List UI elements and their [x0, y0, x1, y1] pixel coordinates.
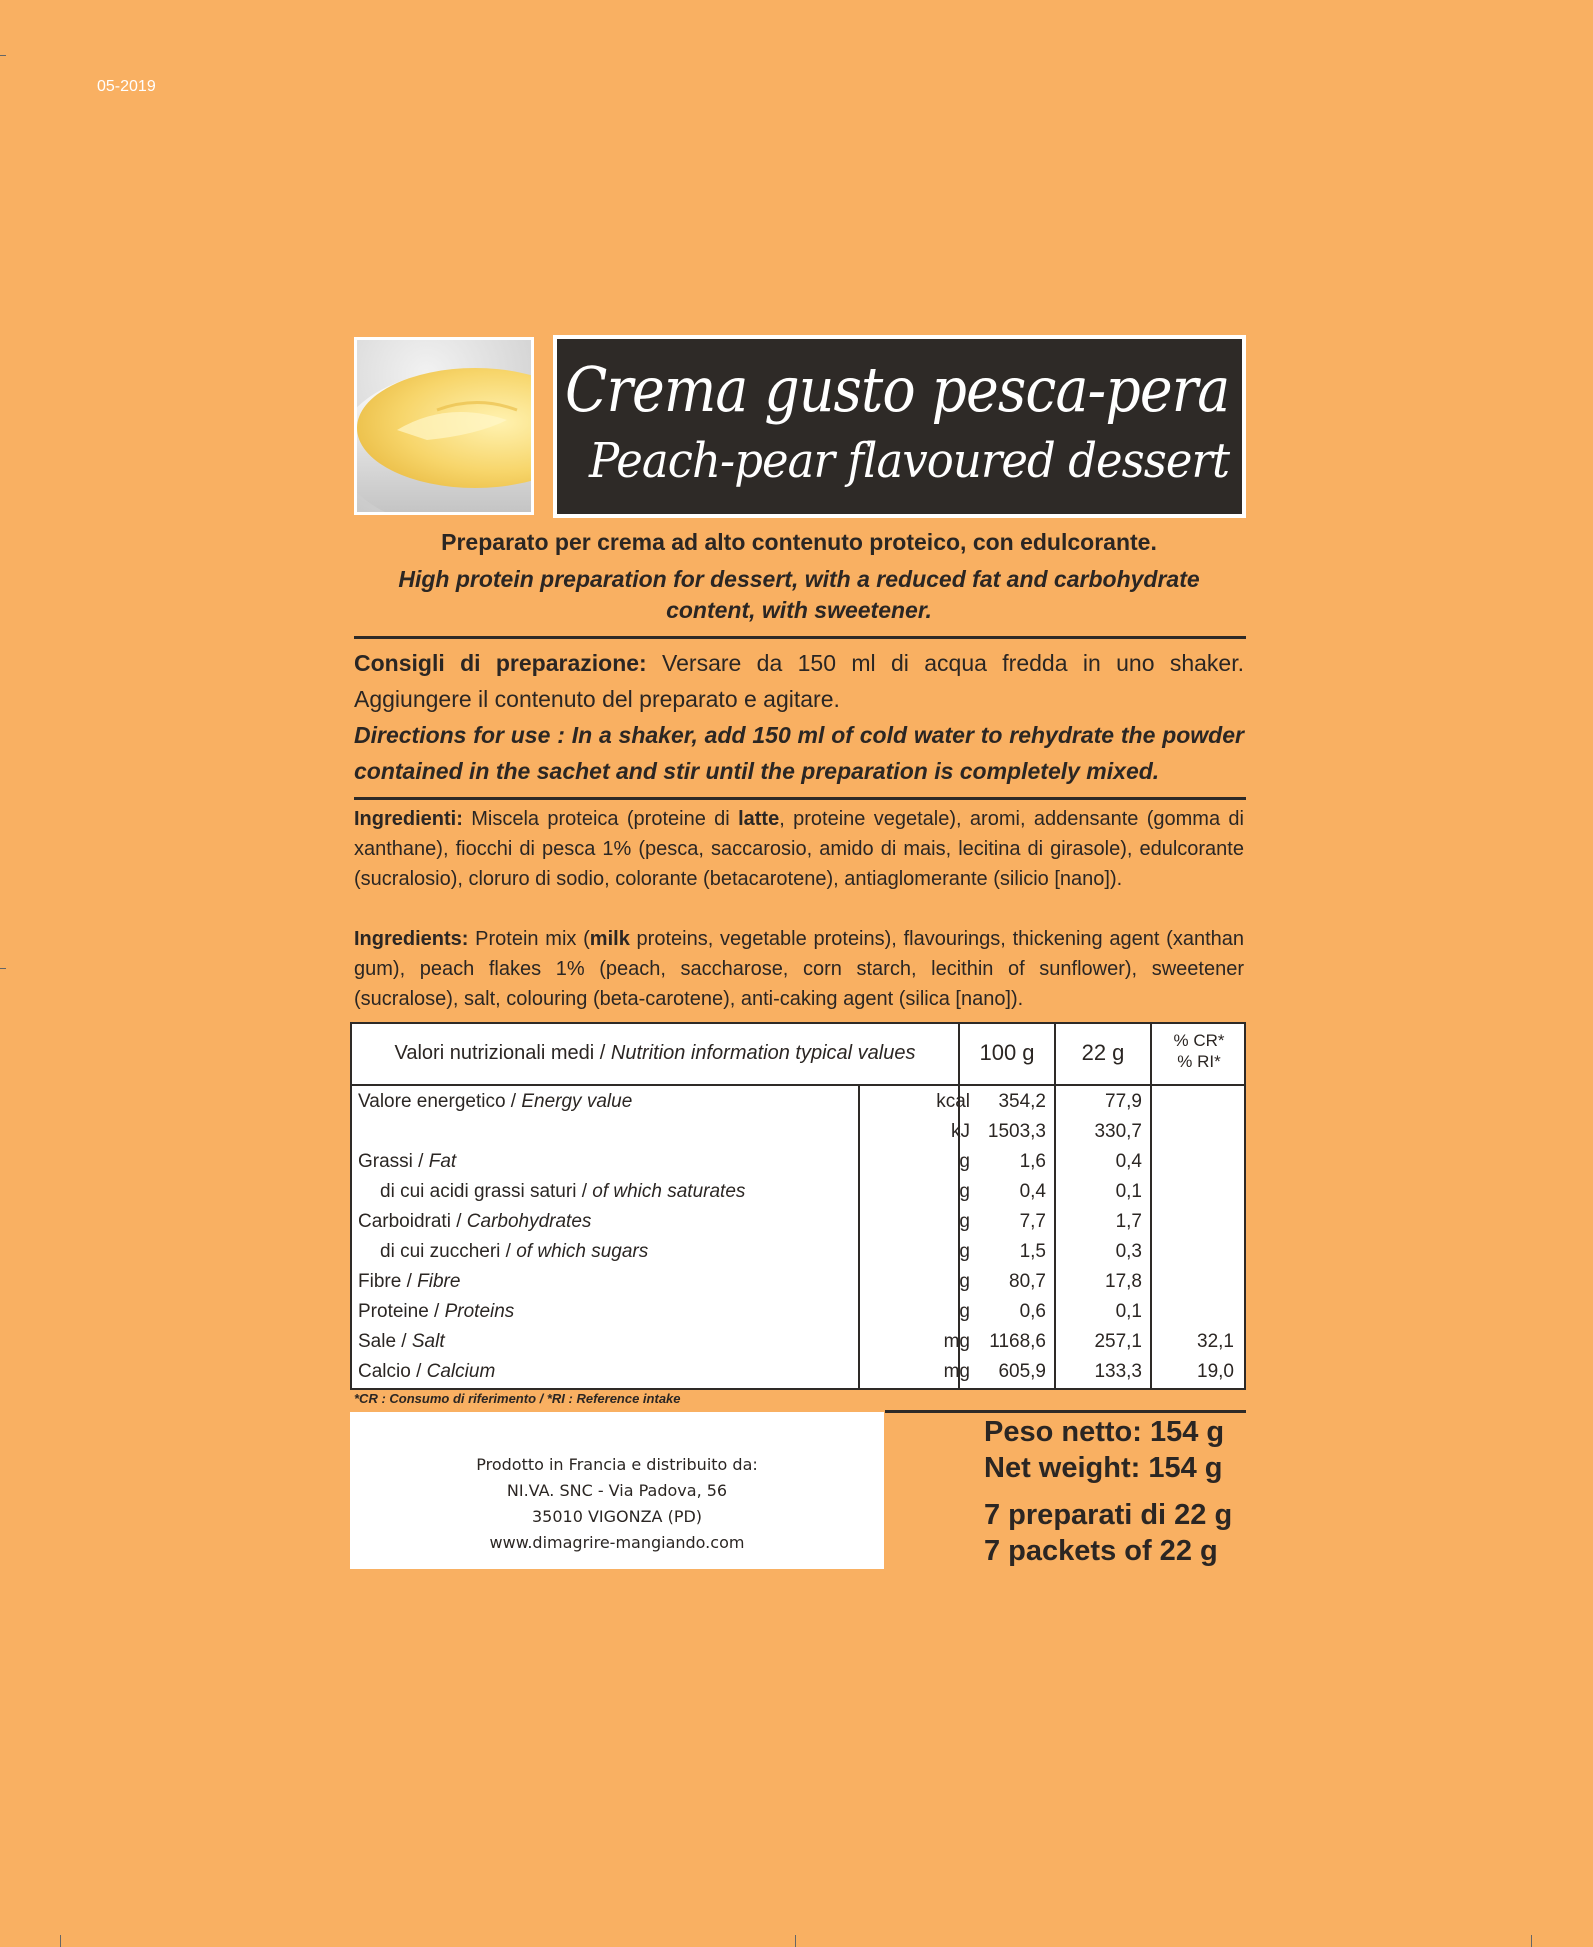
packets-it: 7 preparati di 22 g [984, 1499, 1233, 1531]
packets-en: 7 packets of 22 g [984, 1535, 1218, 1567]
row-unit: mg [943, 1331, 970, 1352]
row-value-100g: 80,7 [1009, 1271, 1046, 1292]
title-english: Peach-pear flavoured dessert [589, 433, 1230, 489]
row-value-22g: 17,8 [1105, 1271, 1142, 1292]
row-value-22g: 0,4 [1115, 1151, 1142, 1172]
producer-info [350, 1452, 884, 1556]
table-row [352, 1327, 1244, 1357]
row-label-en: Proteins [444, 1301, 515, 1322]
row-label-it: Proteine / [358, 1301, 445, 1322]
table-row [352, 1297, 1244, 1327]
allergen-it: latte [738, 808, 780, 830]
row-label-en: Fat [428, 1151, 457, 1172]
crop-mark [0, 968, 6, 969]
ingredients-label-it: Ingredienti: [354, 808, 463, 830]
ingredients-text-en-rest: proteins, vegetable proteins), flavourings, thickening agent (xanthan gum), peach flakes 1% (peach, saccharose, corn starch, lecithin of sunflower), sweetener (sucralose), salt, colouring (beta-carotene), anti-caking agent (silica [nano]). [354, 928, 1244, 1010]
row-value-100g: 1503,3 [987, 1121, 1046, 1142]
preparation-text-en: In a shaker, add 150 ml of cold water to rehydrate the powder contained in the sachet and stir until the preparation is completely mixed. [354, 722, 1244, 784]
row-value-100g: 0,4 [1019, 1181, 1046, 1202]
table-row [352, 1267, 1244, 1297]
packets-info [984, 1497, 1232, 1569]
net-weight-it: Peso netto: 154 g [984, 1416, 1225, 1448]
net-weight [984, 1414, 1224, 1486]
preparation-label-it: Consigli di preparazione: [354, 650, 647, 676]
table-row [352, 1087, 1244, 1117]
row-unit: g [959, 1211, 970, 1232]
row-value-22g: 133,3 [1094, 1361, 1142, 1382]
ingredients-english [354, 924, 1244, 1014]
row-label-en: of which saturates [592, 1181, 746, 1202]
row-value-22g: 0,1 [1115, 1301, 1142, 1322]
row-value-100g: 0,6 [1019, 1301, 1046, 1322]
title-italian: Crema gusto pesca-pera [565, 353, 1230, 426]
row-value-100g: 605,9 [998, 1361, 1046, 1382]
table-row [352, 1207, 1244, 1237]
column-cr-ri [1152, 1030, 1246, 1072]
divider [354, 797, 1246, 800]
row-unit: mg [943, 1361, 970, 1382]
row-label-en: Carbohydrates [466, 1211, 592, 1232]
row-unit: g [959, 1181, 970, 1202]
row-value-22g: 257,1 [1094, 1331, 1142, 1352]
row-value-cr: 19,0 [1197, 1361, 1234, 1382]
row-value-100g: 1,5 [1019, 1241, 1046, 1262]
crop-mark [0, 55, 6, 56]
column-22g: 22 g [1081, 1040, 1125, 1065]
row-label-it: Sale / [358, 1331, 412, 1352]
row-unit: g [959, 1241, 970, 1262]
row-unit: kcal [936, 1091, 970, 1112]
producer-address: NI.VA. SNC - Via Padova, 56 [506, 1481, 728, 1500]
cream-bowl-image [357, 340, 531, 512]
producer-line: Prodotto in Francia e distribuito da: [476, 1455, 758, 1474]
product-photo [354, 337, 534, 515]
preparation-text [354, 645, 1244, 789]
allergen-en: milk [589, 928, 630, 950]
crop-mark [795, 1935, 796, 1947]
row-value-100g: 1168,6 [989, 1331, 1046, 1352]
row-label-it: di cui zuccheri / [380, 1241, 517, 1262]
table-row [352, 1237, 1244, 1267]
nutrition-header-it: Valori nutrizionali medi / [394, 1042, 611, 1064]
nutrition-header-en: Nutrition information typical values [610, 1042, 916, 1064]
row-label-en: of which sugars [516, 1241, 649, 1262]
row-value-22g: 0,1 [1115, 1181, 1142, 1202]
nutrition-table [350, 1022, 1246, 1390]
row-value-22g: 1,7 [1115, 1211, 1142, 1232]
net-weight-en: Net weight: 154 g [984, 1452, 1223, 1484]
column-ri: % RI* [1177, 1052, 1221, 1071]
row-unit: g [959, 1301, 970, 1322]
row-value-22g: 0,3 [1115, 1241, 1142, 1262]
divider [354, 636, 1246, 639]
nutrition-footnote: *CR : Consumo di riferimento / *RI : Reference intake [354, 1391, 681, 1406]
preparation-label-en: Directions for use : [354, 722, 565, 748]
row-value-cr: 32,1 [1197, 1331, 1234, 1352]
ingredients-label-en: Ingredients: [354, 928, 469, 950]
row-unit: kJ [951, 1121, 970, 1142]
producer-website: www.dimagrire-mangiando.com [489, 1533, 745, 1552]
row-value-100g: 7,7 [1019, 1211, 1046, 1232]
ingredients-text-en: Protein mix ( [468, 928, 590, 950]
title-box [553, 335, 1246, 518]
subtitle-english: High protein preparation for dessert, with a reduced fat and carbohydrate content, with sweetener. [398, 566, 1200, 623]
row-value-100g: 1,6 [1019, 1151, 1046, 1172]
row-label-en: Energy value [521, 1091, 633, 1112]
crop-mark [1531, 1935, 1532, 1947]
nutrition-header [352, 1042, 958, 1065]
row-label-it: Valore energetico / [358, 1091, 522, 1112]
row-label-en: Fibre [417, 1271, 461, 1292]
table-row [352, 1117, 1244, 1147]
ingredients-text-it-rest: , proteine vegetale), aromi, addensante (gomma di xanthane), fiocchi di pesca 1% (pesca, saccarosio, amido di mais, lecitina di girasole), edulcorante (sucralosio), cloruro di sodio, colorante (betacarotene), antiaglomerante (silicio [nano]). [354, 808, 1245, 890]
row-value-100g: 354,2 [998, 1091, 1046, 1112]
row-label-en: Salt [411, 1331, 445, 1352]
row-unit: g [959, 1271, 970, 1292]
table-row [352, 1177, 1244, 1207]
date-code: 05-2019 [97, 78, 156, 95]
producer-box [350, 1412, 884, 1569]
row-value-22g: 77,9 [1105, 1091, 1142, 1112]
subtitle-italian: Preparato per crema ad alto contenuto proteico, con edulcorante. [441, 529, 1157, 555]
row-label-it: di cui acidi grassi saturi / [380, 1181, 593, 1202]
header-divider [352, 1084, 1244, 1086]
column-100g: 100 g [979, 1040, 1035, 1065]
row-value-22g: 330,7 [1094, 1121, 1142, 1142]
row-label-it: Calcio / [358, 1361, 427, 1382]
column-cr: % CR* [1173, 1031, 1225, 1050]
row-label-it: Grassi / [358, 1151, 429, 1172]
crop-mark [60, 1935, 61, 1947]
row-label-it: Carboidrati / [358, 1211, 467, 1232]
row-label-it: Fibre / [358, 1271, 418, 1292]
ingredients-text-it: Miscela proteica (proteine di [462, 808, 739, 830]
ingredients-italian [354, 804, 1244, 894]
row-label-en: Calcium [426, 1361, 496, 1382]
table-row [352, 1357, 1244, 1387]
preparation-text-it: Versare da 150 ml di acqua fredda in uno shaker. Aggiungere il contenuto del preparato e agitare. [354, 650, 1244, 712]
divider [885, 1410, 1246, 1413]
producer-city: 35010 VIGONZA (PD) [531, 1507, 703, 1526]
table-row [352, 1147, 1244, 1177]
row-unit: g [959, 1151, 970, 1172]
